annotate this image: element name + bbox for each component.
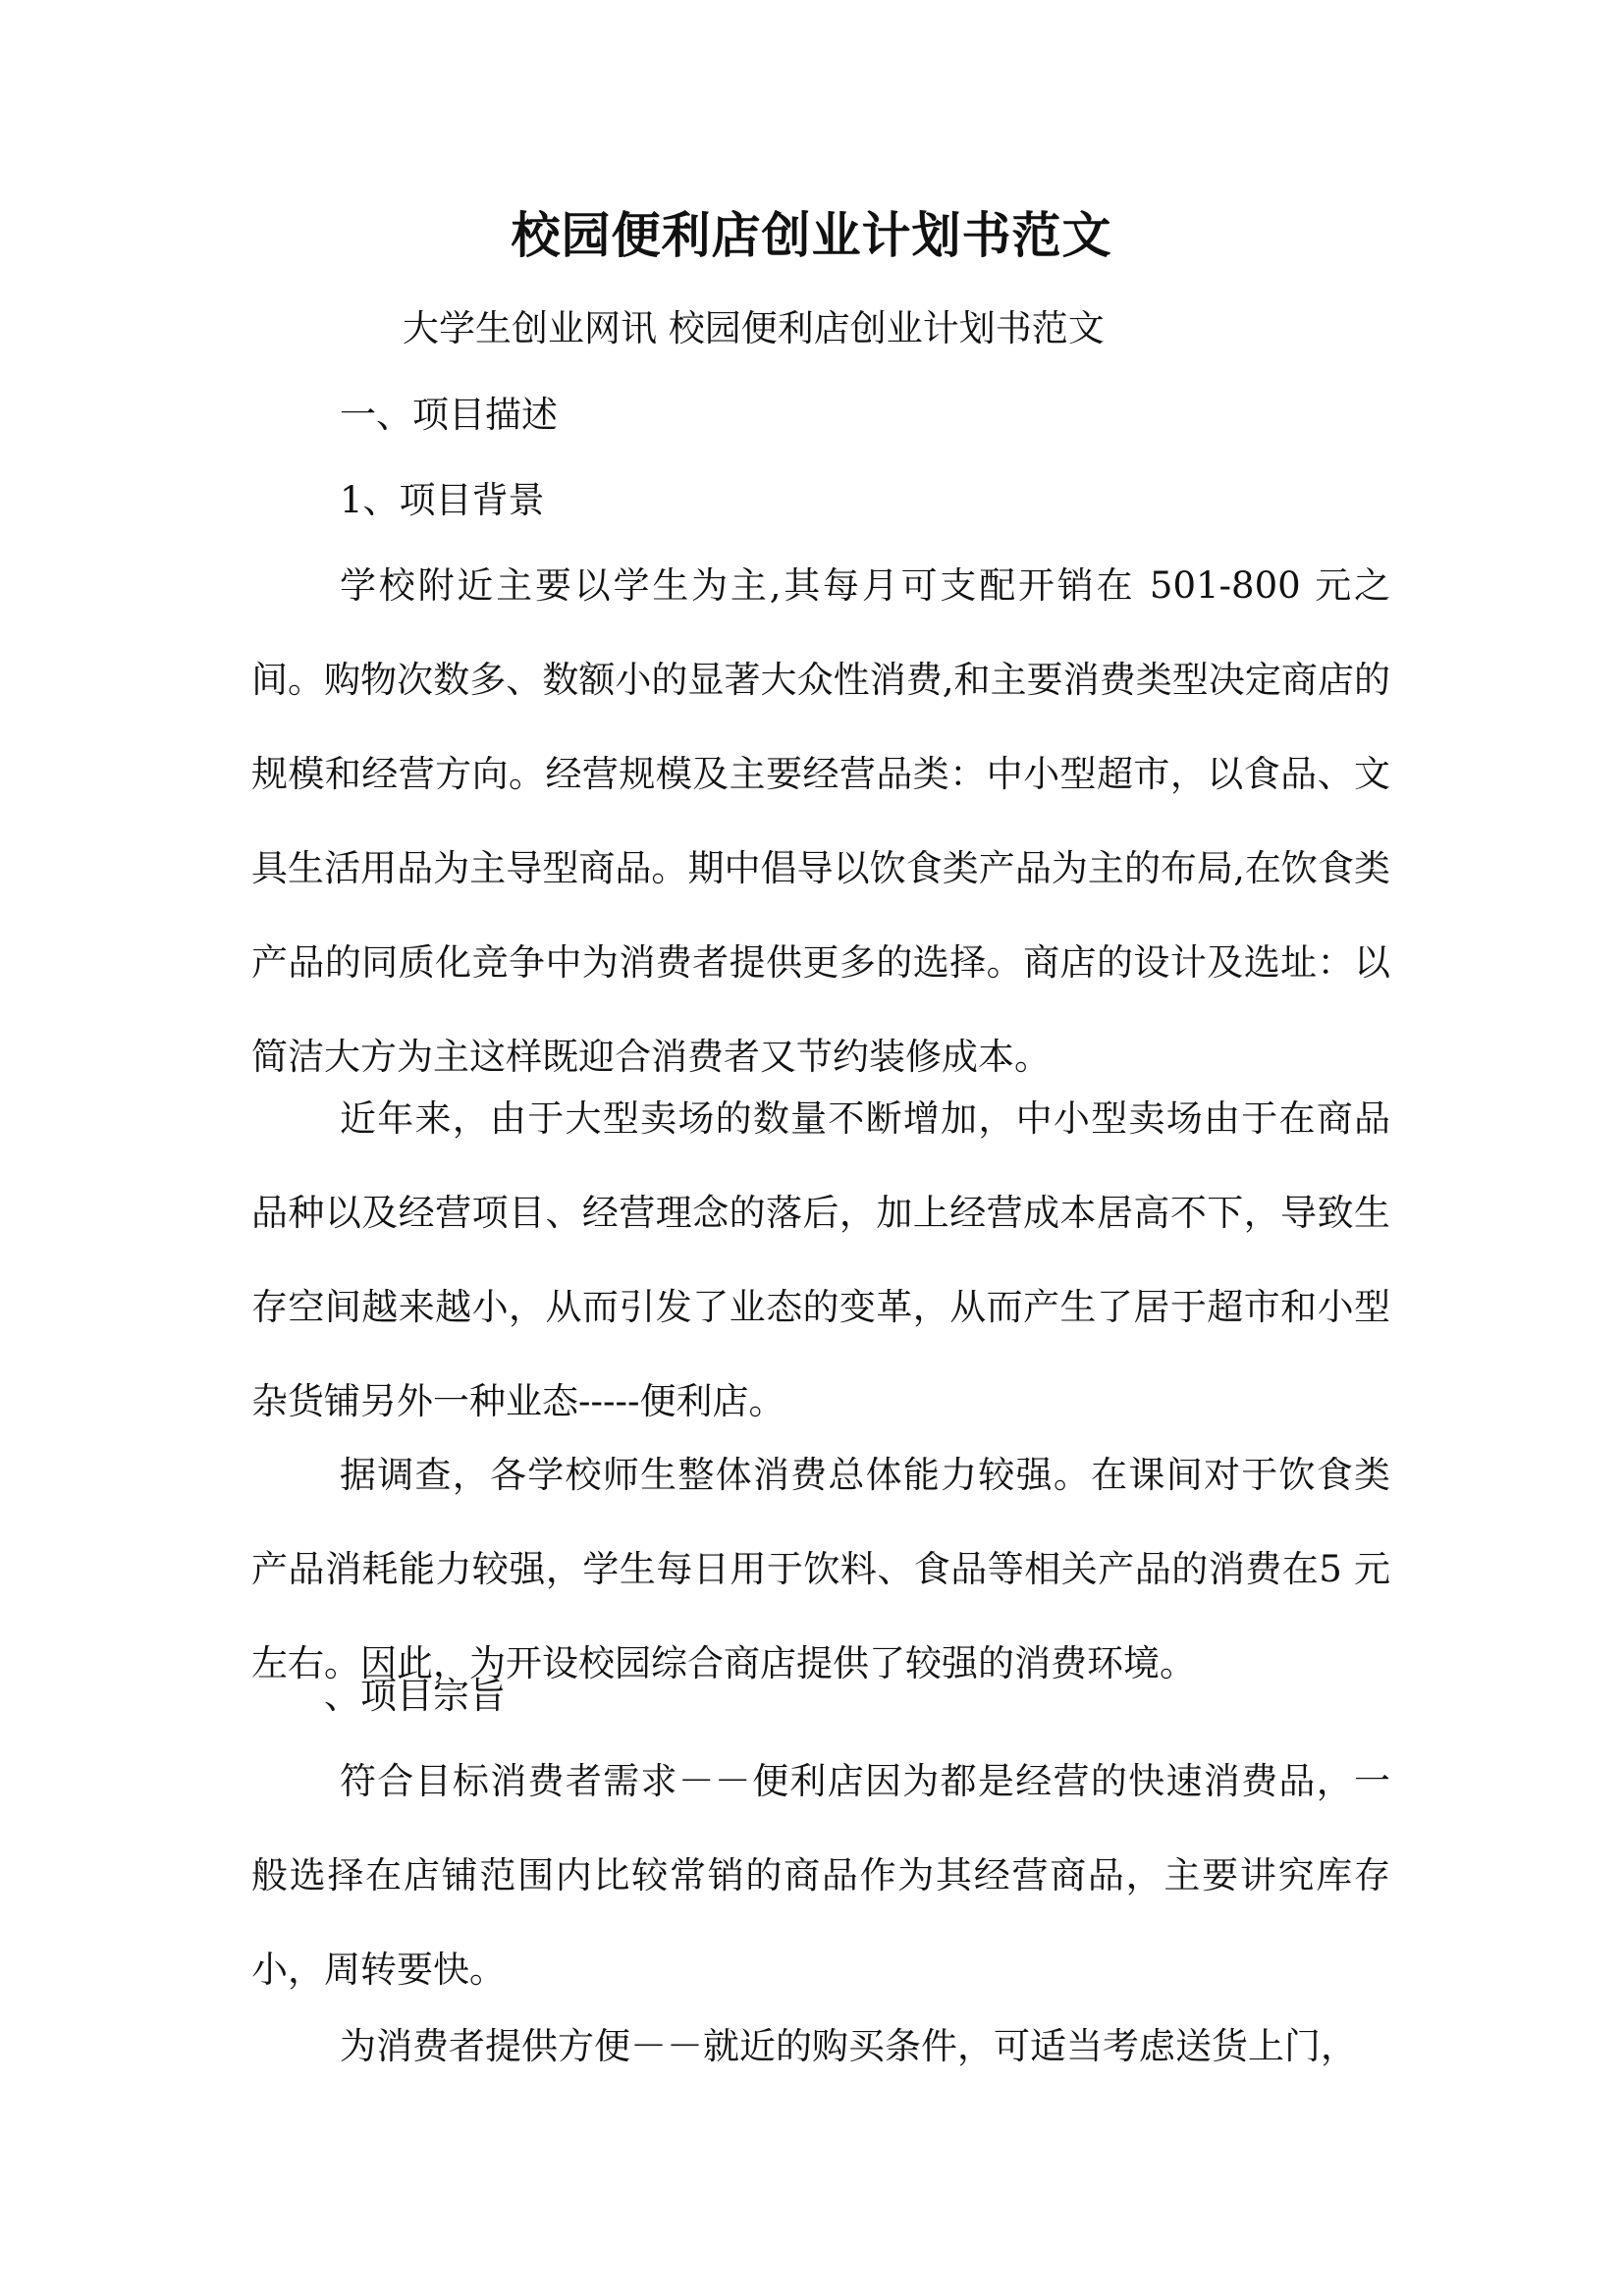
section-heading-project-description: 一、项目描述 bbox=[340, 394, 558, 436]
section-heading-project-purpose: 、项目宗旨 bbox=[324, 1675, 506, 1717]
paragraph-purpose-1: 符合目标消费者需求－－便利店因为都是经营的快速消费品，一般选择在店铺范围内比较常销的商品作为其经营商品，主要讲究库存小，周转要快。 bbox=[251, 1760, 1390, 1991]
section-heading-project-background: 1、项目背景 bbox=[340, 479, 545, 521]
paragraph-background-2: 近年来，由于大型卖场的数量不断增加，中小型卖场由于在商品品种以及经营项目、经营理念的落后，加上经营成本居高不下，导致生存空间越来越小，从而引发了业态的变革，从而产生了居于超市和小型杂货铺另外一种业态-----便利店。 bbox=[251, 1097, 1390, 1422]
document-title: 校园便利店创业计划书范文 bbox=[511, 206, 1112, 264]
paragraph-background-3: 据调查，各学校师生整体消费总体能力较强。在课间对于饮食类产品消耗能力较强，学生每日用于饮料、食品等相关产品的消费在5 元左右。因此，为开设校园综合商店提供了较强的消费环境。 bbox=[251, 1454, 1390, 1684]
document-subtitle: 大学生创业网讯 校园便利店创业计划书范文 bbox=[403, 307, 1105, 349]
paragraph-background-1: 学校附近主要以学生为主,其每月可支配开销在 501-800 元之间。购物次数多、数额小的显著大众性消费,和主要消费类型决定商店的规模和经营方向。经营规模及主要经营品类：中小型超市，以食品、文具生活用品为主导型商品。期中倡导以饮食类产品为主的布局,在饮食类产品的同质化竞争中为消费者提供更多的选择。商店的设计及选址：以简洁大方为主这样既迎合消费者又节约装修成本。 bbox=[251, 564, 1390, 1078]
paragraph-purpose-2: 为消费者提供方便－－就近的购买条件，可适当考虑送货上门， bbox=[340, 2025, 1357, 2067]
